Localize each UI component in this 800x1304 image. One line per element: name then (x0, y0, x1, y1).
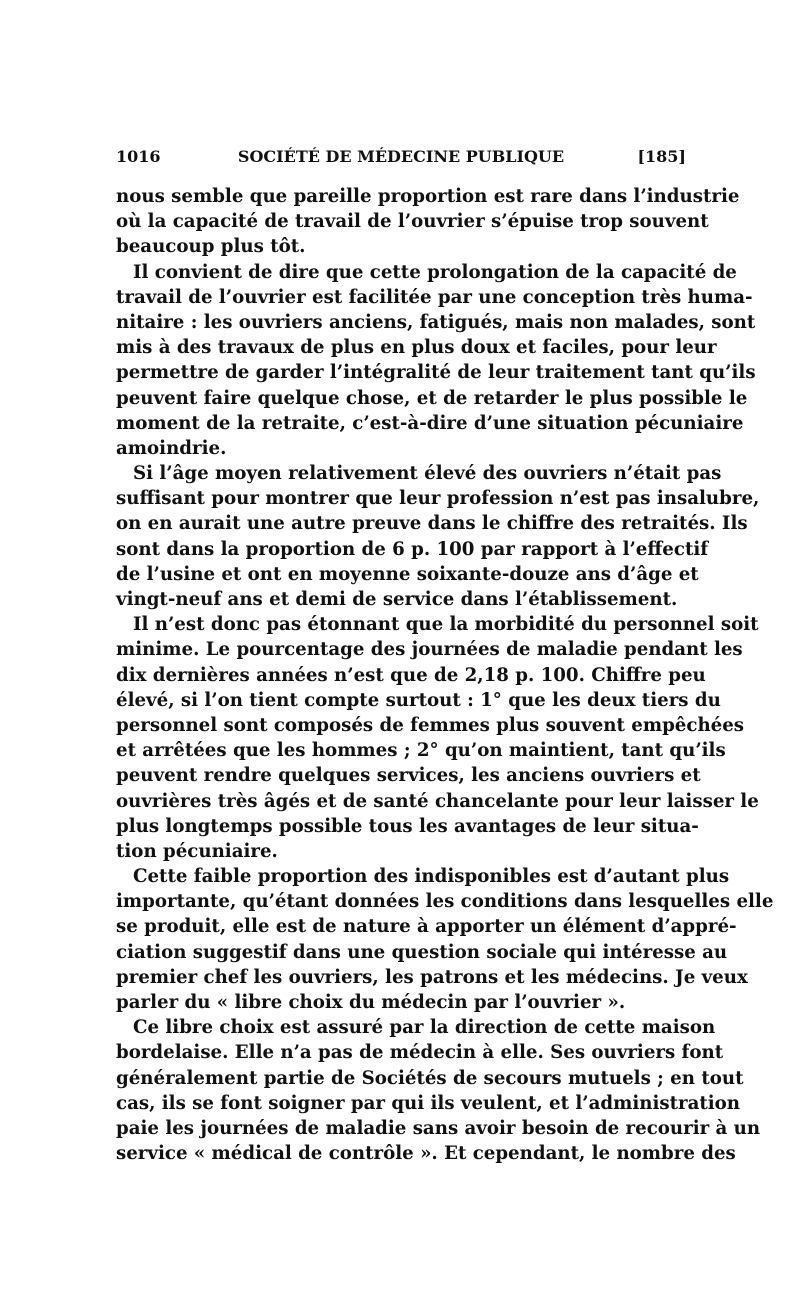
text-line: peuvent faire quelque chose, et de retarder le plus possible le (116, 387, 748, 409)
text-line: Ce libre choix est assuré par la direction de cette maison (133, 1017, 716, 1039)
text-line: importante, qu’étant données les conditions dans lesquelles elle (116, 891, 774, 913)
text-line: où la capacité de travail de l’ouvrier s’épuise trop souvent (116, 211, 709, 233)
text-line: nous semble que pareille proportion est rare dans l’industrie (116, 186, 740, 207)
text-line: cas, ils se font soigner par qui ils veulent, et l’administration (116, 1092, 741, 1114)
text-line: service « médical de contrôle ». Et cependant, le nombre des (116, 1143, 736, 1165)
text-line: dix dernières années n’est que de 2,18 p. 100. Chiffre peu (116, 664, 706, 686)
text-line: élevé, si l’on tient compte surtout : 1° que les deux tiers du (116, 689, 721, 711)
text-line: nitaire : les ouvriers anciens, fatigués, mais non malades, sont (116, 311, 756, 333)
text-line: mis à des travaux de plus en plus doux et faciles, pour leur (116, 337, 717, 359)
text-line: et arrêtées que les hommes ; 2° qu’on maintient, tant qu’ils (116, 740, 726, 762)
running-title: SOCIÉTÉ DE MÉDECINE PUBLIQUE (237, 147, 565, 166)
page-number: 1016 (116, 147, 161, 166)
text-line: bordelaise. Elle n’a pas de médecin à elle. Ses ouvriers font (116, 1042, 724, 1064)
body-text (116, 184, 774, 1166)
section-reference: [185] (637, 147, 686, 166)
text-line: ouvrières très âgés et de santé chancelante pour leur laisser le (116, 790, 759, 812)
text-line: suffisant pour montrer que leur profession n’est pas insalubre, (116, 488, 760, 510)
paragraph (116, 612, 759, 864)
text-line: paie les journées de maladie sans avoir besoin de recourir à un (116, 1117, 761, 1139)
paragraph (116, 184, 740, 260)
paragraph (116, 864, 774, 1015)
text-line: ciation suggestif dans une question sociale qui intéresse au (116, 941, 728, 963)
paragraph (116, 461, 760, 612)
text-line: premier chef les ouvriers, les patrons et les médecins. Je veux (116, 966, 748, 988)
text-line: personnel sont composés de femmes plus souvent empêchées (116, 714, 745, 736)
text-line: peuvent rendre quelques services, les anciens ouvriers et (116, 765, 701, 787)
text-line: Il convient de dire que cette prolongation de la capacité de (133, 261, 737, 283)
text-line: on en aurait une autre preuve dans le chiffre des retraités. Ils (116, 513, 748, 535)
text-line: Cette faible proportion des indisponibles est d’autant plus (133, 866, 730, 888)
text-line: Il n’est donc pas étonnant que la morbidité du personnel soit (133, 614, 759, 636)
page-header (116, 147, 686, 171)
text-line: Si l’âge moyen relativement élevé des ouvriers n’était pas (133, 463, 722, 485)
text-line: beaucoup plus tôt. (116, 236, 306, 258)
text-line: moment de la retraite, c’est-à-dire d’une situation pécuniaire (116, 412, 744, 434)
paragraph (116, 1015, 761, 1166)
paragraph (116, 260, 756, 462)
text-line: plus longtemps possible tous les avantages de leur situa- (116, 815, 699, 837)
text-line: se produit, elle est de nature à apporter un élément d’appré- (116, 916, 737, 938)
text-line: minime. Le pourcentage des journées de maladie pendant les (116, 639, 743, 661)
text-line: amoindrie. (116, 437, 227, 459)
text-line: parler du « libre choix du médecin par l’ouvrier ». (116, 992, 626, 1013)
text-line: vingt-neuf ans et demi de service dans l’établissement. (116, 589, 678, 610)
text-line: sont dans la proportion de 6 p. 100 par rapport à l’effectif (116, 538, 709, 560)
text-line: généralement partie de Sociétés de secours mutuels ; en tout (116, 1067, 744, 1089)
text-line: travail de l’ouvrier est facilitée par une conception très huma- (116, 286, 753, 308)
text-line: tion pécuniaire. (116, 840, 278, 862)
text-line: permettre de garder l’intégralité de leur traitement tant qu’ils (116, 362, 756, 384)
text-line: de l’usine et ont en moyenne soixante-douze ans d’âge et (116, 563, 699, 585)
